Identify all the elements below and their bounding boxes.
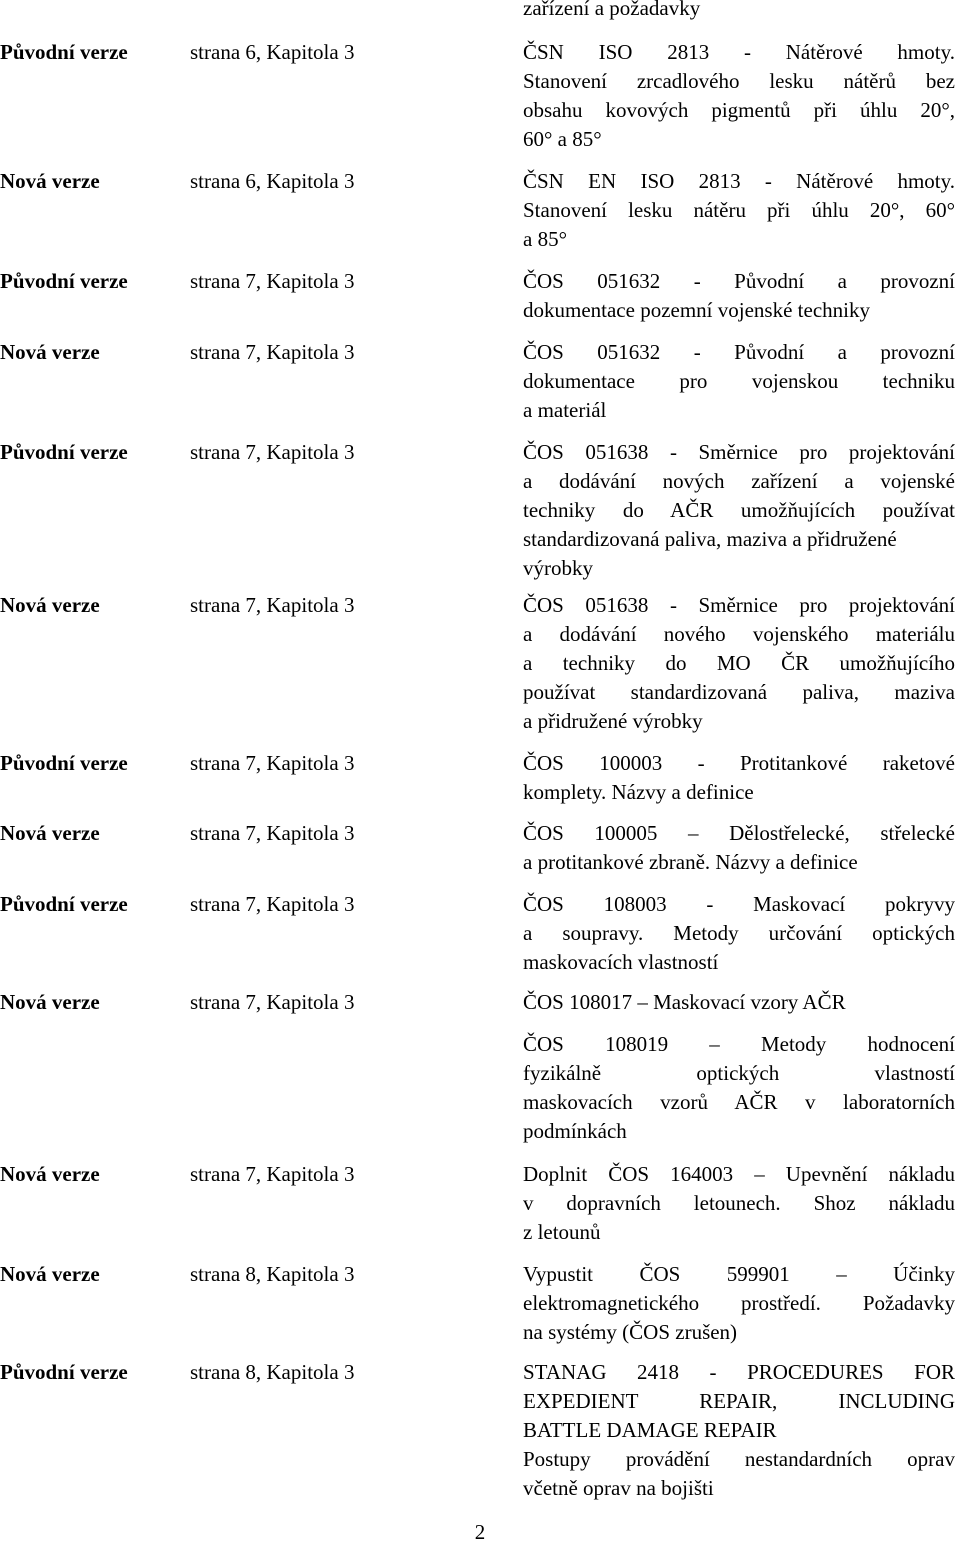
reference-line: obsahu kovových pigmentů při úhlu 20°, bbox=[523, 98, 955, 122]
reference-line: ČOS 051632 - Původní a provozní bbox=[523, 340, 955, 364]
page-location: strana 7, Kapitola 3 bbox=[190, 269, 355, 293]
reference-line: maskovacích vlastností bbox=[523, 950, 719, 974]
reference-line: výrobky bbox=[523, 556, 593, 580]
reference-line: STANAG 2418 - PROCEDURES FOR bbox=[523, 1360, 955, 1384]
page-location: strana 7, Kapitola 3 bbox=[190, 892, 355, 916]
reference-line: maskovacích vzorů AČR v laboratorních bbox=[523, 1090, 955, 1114]
standard-reference bbox=[523, 1160, 955, 1247]
reference-line: včetně oprav na bojišti bbox=[523, 1476, 714, 1500]
reference-line: dokumentace pro vojenskou techniku bbox=[523, 369, 955, 393]
version-label: Původní verze bbox=[0, 269, 128, 293]
reference-line: ČOS 100003 - Protitankové raketové bbox=[523, 751, 955, 775]
reference-line: Doplnit ČOS 164003 – Upevnění nákladu bbox=[523, 1162, 955, 1186]
reference-line: a techniky do MO ČR umožňujícího bbox=[523, 651, 955, 675]
reference-line: ČOS 051632 - Původní a provozní bbox=[523, 269, 955, 293]
reference-line: a soupravy. Metody určování optických bbox=[523, 921, 955, 945]
standard-reference bbox=[523, 819, 955, 877]
version-label: Původní verze bbox=[0, 892, 128, 916]
reference-line: komplety. Názvy a definice bbox=[523, 780, 754, 804]
standard-reference bbox=[523, 591, 955, 736]
page-location: strana 7, Kapitola 3 bbox=[190, 821, 355, 845]
reference-line: Postupy provádění nestandardních oprav bbox=[523, 1447, 955, 1471]
page-location: strana 8, Kapitola 3 bbox=[190, 1262, 355, 1286]
reference-line: ČSN ISO 2813 - Nátěrové hmoty. bbox=[523, 40, 955, 64]
reference-line: 60° a 85° bbox=[523, 127, 602, 151]
reference-line: ČOS 108017 – Maskovací vzory AČR bbox=[523, 990, 846, 1014]
standard-reference bbox=[523, 1358, 955, 1503]
reference-line: EXPEDIENT REPAIR, INCLUDING bbox=[523, 1389, 955, 1413]
standard-reference bbox=[523, 38, 955, 154]
version-label: Nová verze bbox=[0, 593, 100, 617]
standard-reference bbox=[523, 167, 955, 254]
version-label: Nová verze bbox=[0, 1262, 100, 1286]
reference-line: a 85° bbox=[523, 227, 567, 251]
reference-line: standardizovaná paliva, maziva a přidružené bbox=[523, 527, 897, 551]
page-location: strana 6, Kapitola 3 bbox=[190, 169, 355, 193]
reference-line: elektromagnetického prostředí. Požadavky bbox=[523, 1291, 955, 1315]
reference-line: podmínkách bbox=[523, 1119, 627, 1143]
standard-reference bbox=[523, 1260, 955, 1347]
reference-line: Stanovení lesku nátěru při úhlu 20°, 60° bbox=[523, 198, 955, 222]
version-label: Nová verze bbox=[0, 990, 100, 1014]
reference-line: a dodávání nového vojenského materiálu bbox=[523, 622, 955, 646]
reference-line: dokumentace pozemní vojenské techniky bbox=[523, 298, 870, 322]
standard-reference bbox=[523, 267, 955, 325]
version-label: Nová verze bbox=[0, 340, 100, 364]
version-label: Nová verze bbox=[0, 169, 100, 193]
version-label: Původní verze bbox=[0, 40, 128, 64]
version-label: Původní verze bbox=[0, 1360, 128, 1384]
reference-line: ČOS 051638 - Směrnice pro projektování bbox=[523, 593, 955, 617]
reference-line: ČOS 100005 – Dělostřelecké, střelecké bbox=[523, 821, 955, 845]
page-location: strana 7, Kapitola 3 bbox=[190, 990, 355, 1014]
page-location: strana 7, Kapitola 3 bbox=[190, 440, 355, 464]
page-location: strana 6, Kapitola 3 bbox=[190, 40, 355, 64]
continuation-text bbox=[523, 0, 955, 23]
reference-line: v dopravních letounech. Shoz nákladu bbox=[523, 1191, 955, 1215]
version-label: Nová verze bbox=[0, 1162, 100, 1186]
reference-line: z letounů bbox=[523, 1220, 601, 1244]
reference-line: Vypustit ČOS 599901 – Účinky bbox=[523, 1262, 955, 1286]
reference-line: na systémy (ČOS zrušen) bbox=[523, 1320, 738, 1344]
version-label: Původní verze bbox=[0, 751, 128, 775]
reference-line: Stanovení zrcadlového lesku nátěrů bez bbox=[523, 69, 955, 93]
standard-reference bbox=[523, 1030, 955, 1146]
standard-reference bbox=[523, 749, 955, 807]
version-label: Původní verze bbox=[0, 440, 128, 464]
standard-reference bbox=[523, 438, 955, 583]
standard-reference bbox=[523, 890, 955, 977]
reference-line: ČSN EN ISO 2813 - Nátěrové hmoty. bbox=[523, 169, 955, 193]
reference-line: a materiál bbox=[523, 398, 607, 422]
reference-line: a přidružené výrobky bbox=[523, 709, 703, 733]
page-number: 2 bbox=[474, 1520, 486, 1544]
reference-line: ČOS 108019 – Metody hodnocení bbox=[523, 1032, 955, 1056]
page-location: strana 8, Kapitola 3 bbox=[190, 1360, 355, 1384]
page-location: strana 7, Kapitola 3 bbox=[190, 593, 355, 617]
standard-reference bbox=[523, 988, 955, 1017]
reference-line: používat standardizovaná paliva, maziva bbox=[523, 680, 955, 704]
page-location: strana 7, Kapitola 3 bbox=[190, 751, 355, 775]
page-location: strana 7, Kapitola 3 bbox=[190, 1162, 355, 1186]
version-label: Nová verze bbox=[0, 821, 100, 845]
standard-reference bbox=[523, 338, 955, 425]
continuation-line: zařízení a požadavky bbox=[523, 0, 701, 20]
reference-line: BATTLE DAMAGE REPAIR bbox=[523, 1418, 777, 1442]
reference-line: a dodávání nových zařízení a vojenské bbox=[523, 469, 955, 493]
reference-line: ČOS 108003 - Maskovací pokryvy bbox=[523, 892, 955, 916]
page-location: strana 7, Kapitola 3 bbox=[190, 340, 355, 364]
reference-line: techniky do AČR umožňujících používat bbox=[523, 498, 955, 522]
reference-line: fyzikálně optických vlastností bbox=[523, 1061, 955, 1085]
reference-line: a protitankové zbraně. Názvy a definice bbox=[523, 850, 858, 874]
reference-line: ČOS 051638 - Směrnice pro projektování bbox=[523, 440, 955, 464]
